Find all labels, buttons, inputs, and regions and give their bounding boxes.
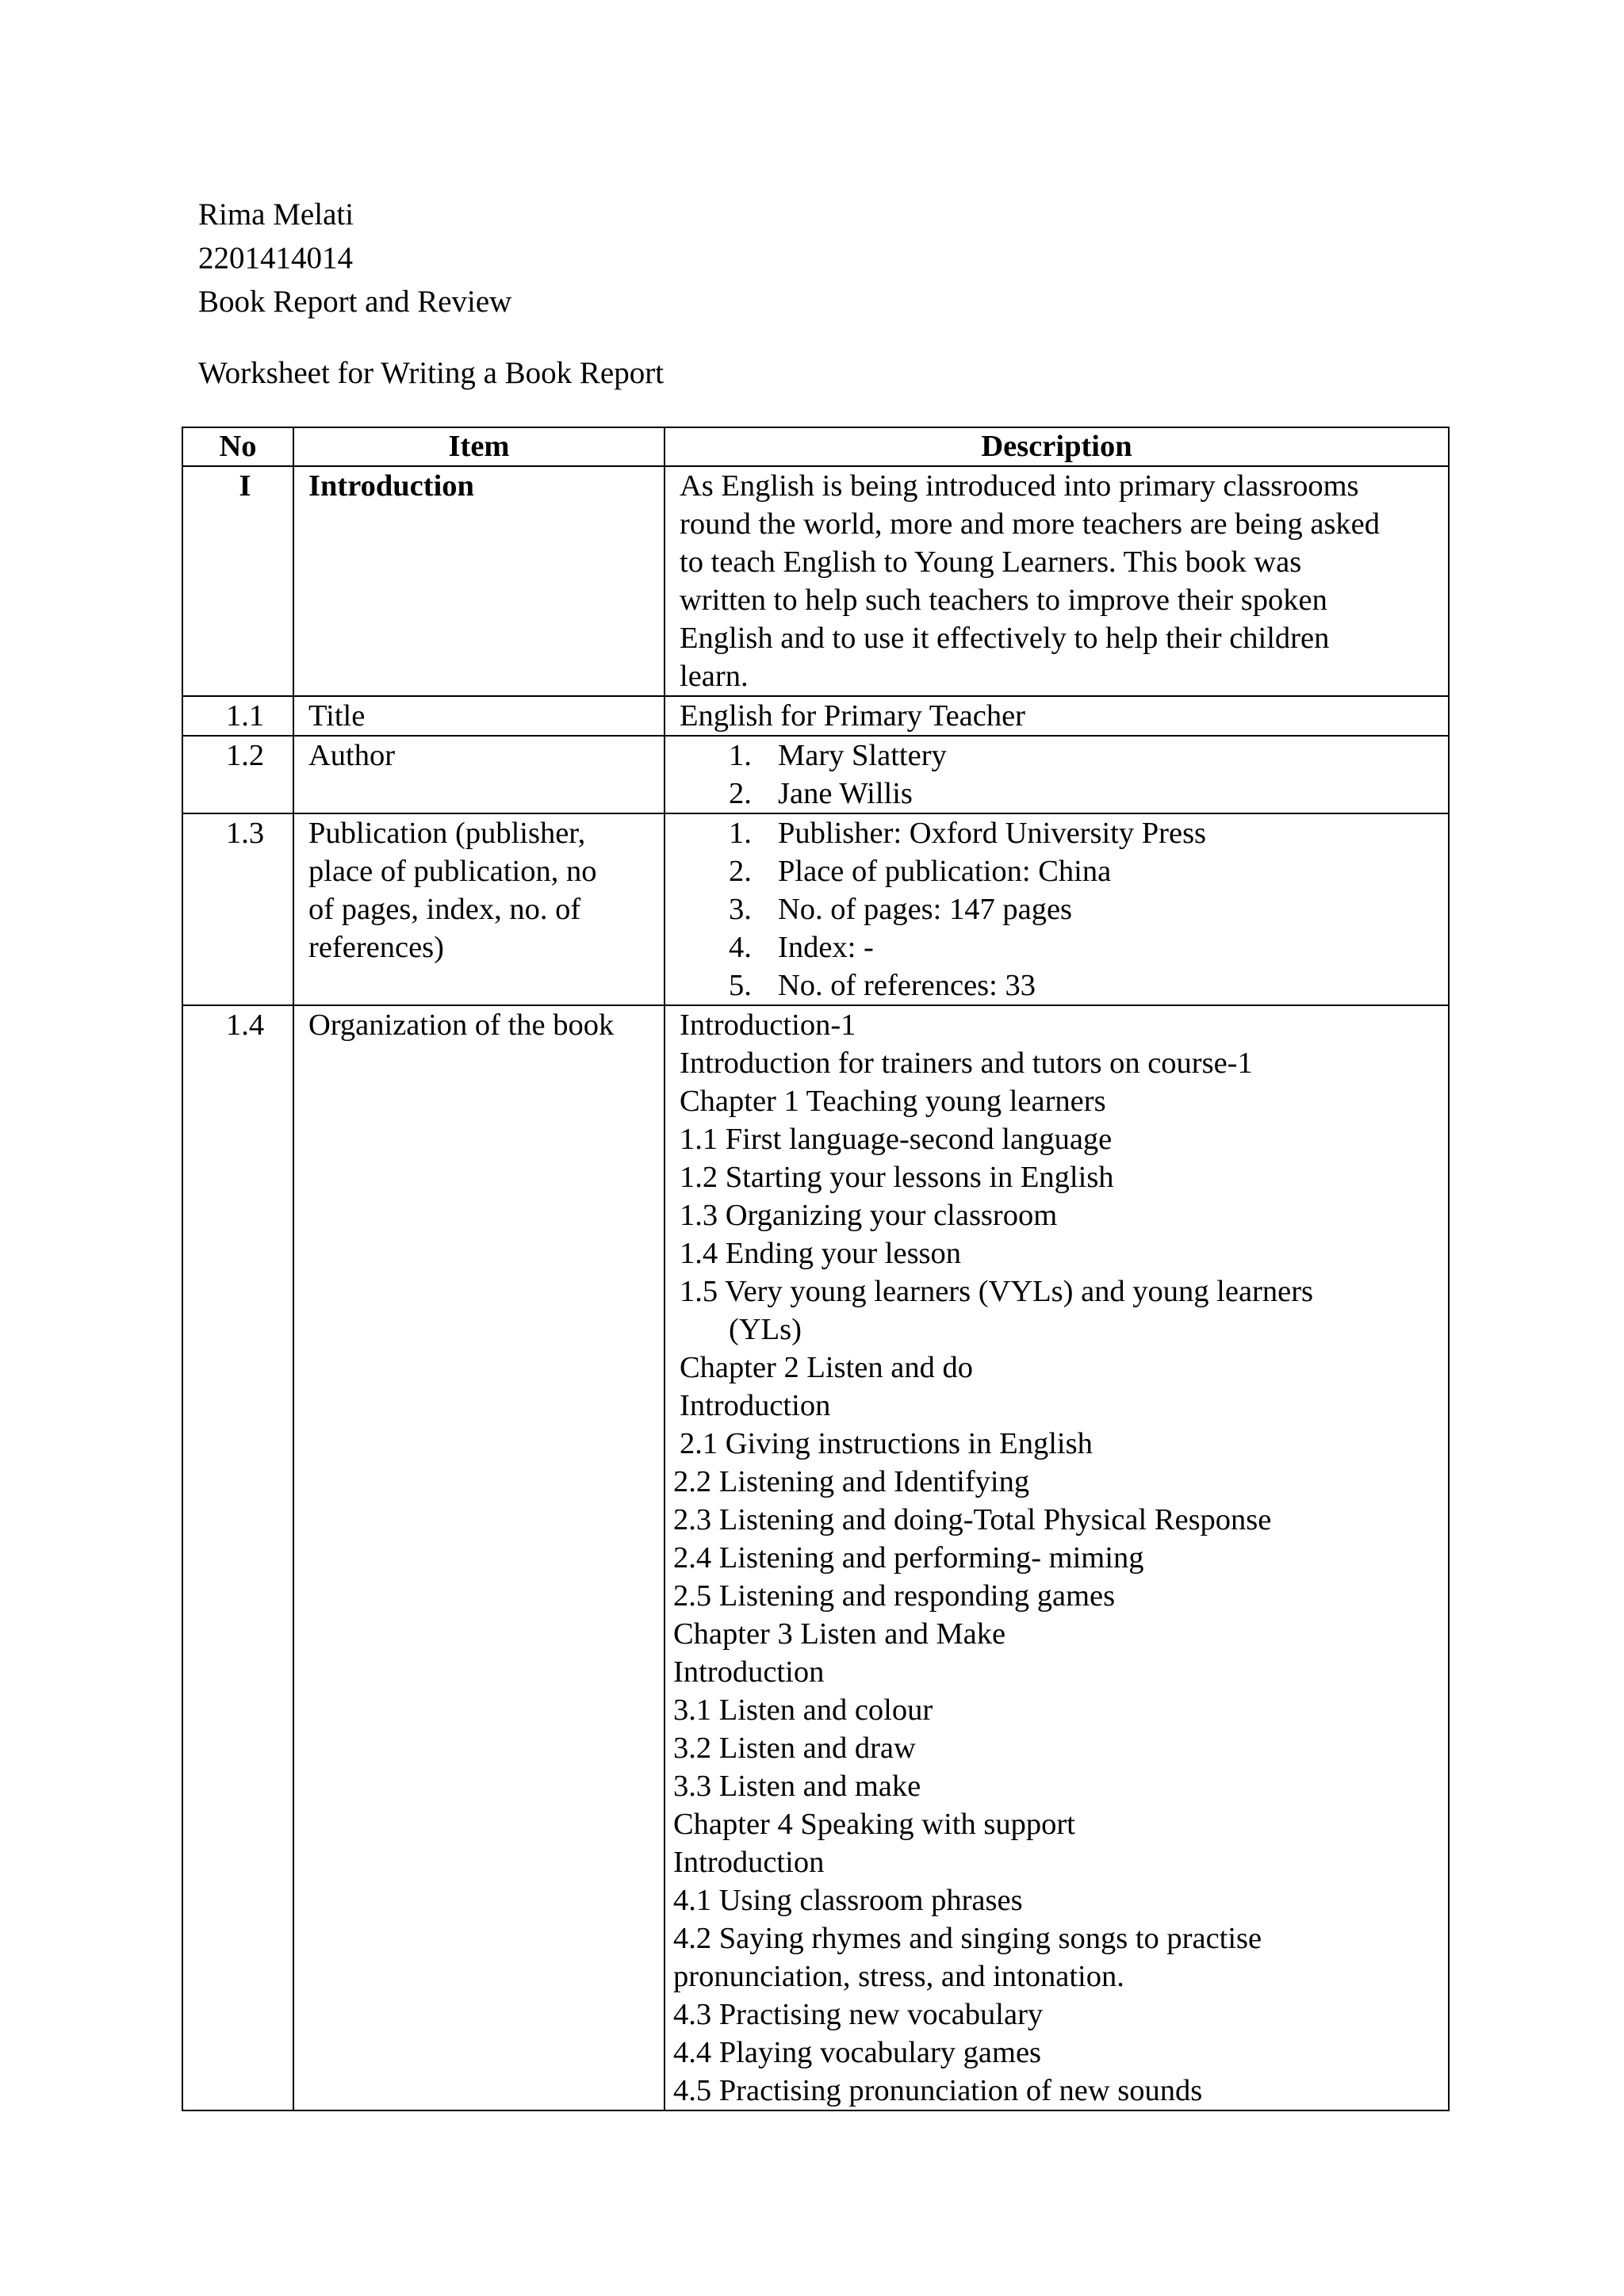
row-item: Author [293, 736, 665, 813]
toc-line: 2.4 Listening and performing- miming [673, 1541, 1144, 1575]
toc-line: Chapter 3 Listen and Make [673, 1617, 1006, 1651]
toc-line: Chapter 1 Teaching young learners [680, 1085, 1106, 1118]
row-number: 1.4 [182, 1005, 293, 2110]
toc-line: 2.3 Listening and doing-Total Physical Response [673, 1503, 1272, 1536]
row-item: Title [293, 696, 665, 736]
toc-line: Introduction [680, 1389, 831, 1422]
row-number: 1.2 [182, 736, 293, 813]
toc-line: 2.2 Listening and Identifying [673, 1465, 1030, 1498]
table-row-organization [182, 1005, 1449, 2110]
table-row-introduction [182, 466, 1449, 696]
student-id: 2201414014 [198, 241, 353, 275]
list-item [680, 737, 1448, 775]
toc-line: 3.1 Listen and colour [673, 1693, 933, 1727]
row-item [293, 813, 665, 1005]
header-no: No [182, 427, 293, 466]
list-item [680, 852, 1448, 890]
list-number: 1. [729, 739, 752, 772]
toc-line: Introduction-1 [680, 1008, 856, 1042]
list-item [680, 890, 1448, 928]
list-number: 2. [729, 855, 752, 888]
list-text: Index: - [778, 931, 874, 964]
toc-line: pronunciation, stress, and intonation. [673, 1960, 1124, 1993]
worksheet-title: Worksheet for Writing a Book Report [198, 356, 665, 390]
item-line: Publication (publisher, [308, 817, 586, 850]
intro-line: round the world, more and more teachers are being asked [680, 507, 1381, 541]
student-name: Rima Melati [198, 197, 354, 232]
toc-line: 4.1 Using classroom phrases [673, 1884, 1023, 1917]
list-text: Place of publication: China [778, 855, 1112, 888]
list-item [680, 928, 1448, 966]
row-description [665, 1005, 1449, 2110]
toc-line: 3.2 Listen and draw [673, 1732, 916, 1765]
list-item [680, 775, 1448, 813]
list-number: 1. [729, 817, 752, 850]
toc-line: Introduction [673, 1846, 825, 1879]
book-report-table [182, 427, 1450, 2111]
list-number: 4. [729, 931, 752, 964]
row-item: Organization of the book [293, 1005, 665, 2110]
table-header-row [182, 427, 1449, 466]
row-number: 1.1 [182, 696, 293, 736]
course-title: Book Report and Review [198, 285, 512, 319]
toc-line: 4.2 Saying rhymes and singing songs to practise [673, 1922, 1262, 1955]
toc-line: 2.1 Giving instructions in English [680, 1427, 1093, 1460]
list-text: Jane Willis [778, 777, 913, 810]
toc-line: 1.2 Starting your lessons in English [680, 1161, 1114, 1194]
table-row-publication [182, 813, 1449, 1005]
toc-line: Chapter 4 Speaking with support [673, 1808, 1075, 1841]
list-number: 5. [729, 969, 752, 1002]
toc-line: 3.3 Listen and make [673, 1770, 921, 1803]
intro-line: written to help such teachers to improve their spoken [680, 584, 1327, 617]
toc-line: 1.4 Ending your lesson [680, 1237, 962, 1270]
toc-line: Introduction [673, 1655, 825, 1689]
toc-line: Introduction for trainers and tutors on course-1 [680, 1047, 1253, 1080]
list-number: 2. [729, 777, 752, 810]
table-row-title [182, 696, 1449, 736]
row-item: Introduction [293, 466, 665, 696]
table-row-author [182, 736, 1449, 813]
toc-line: Chapter 2 Listen and do [680, 1351, 973, 1384]
list-number: 3. [729, 893, 752, 926]
item-line: place of publication, no [308, 855, 597, 888]
intro-line: to teach English to Young Learners. This book was [680, 545, 1302, 579]
toc-line: 2.5 Listening and responding games [673, 1579, 1116, 1613]
header-item: Item [293, 427, 665, 466]
intro-line: English and to use it effectively to help their children [680, 622, 1330, 655]
toc-line: 1.3 Organizing your classroom [680, 1199, 1058, 1232]
intro-line: As English is being introduced into primary classrooms [680, 469, 1359, 503]
row-description [665, 466, 1449, 696]
student-header [198, 193, 511, 323]
row-number: I [182, 466, 293, 696]
toc-line: 1.1 First language-second language [680, 1123, 1113, 1156]
row-description [665, 813, 1449, 1005]
header-description: Description [665, 427, 1449, 466]
list-text: Publisher: Oxford University Press [778, 817, 1207, 850]
list-item [680, 814, 1448, 852]
row-description [665, 736, 1449, 813]
list-text: No. of references: 33 [778, 969, 1036, 1002]
list-item [680, 966, 1448, 1004]
list-text: Mary Slattery [778, 739, 947, 772]
intro-line: learn. [680, 660, 749, 693]
toc-line: 4.4 Playing vocabulary games [673, 2036, 1042, 2069]
list-text: No. of pages: 147 pages [778, 893, 1073, 926]
row-description: English for Primary Teacher [665, 696, 1449, 736]
toc-line: (YLs) [729, 1313, 802, 1346]
item-line: of pages, index, no. of [308, 893, 581, 926]
row-number: 1.3 [182, 813, 293, 1005]
item-line: references) [308, 931, 444, 964]
toc-line: 4.5 Practising pronunciation of new sounds [673, 2074, 1203, 2107]
toc-line: 1.5 Very young learners (VYLs) and young learners [680, 1275, 1314, 1308]
toc-line: 4.3 Practising new vocabulary [673, 1998, 1044, 2031]
